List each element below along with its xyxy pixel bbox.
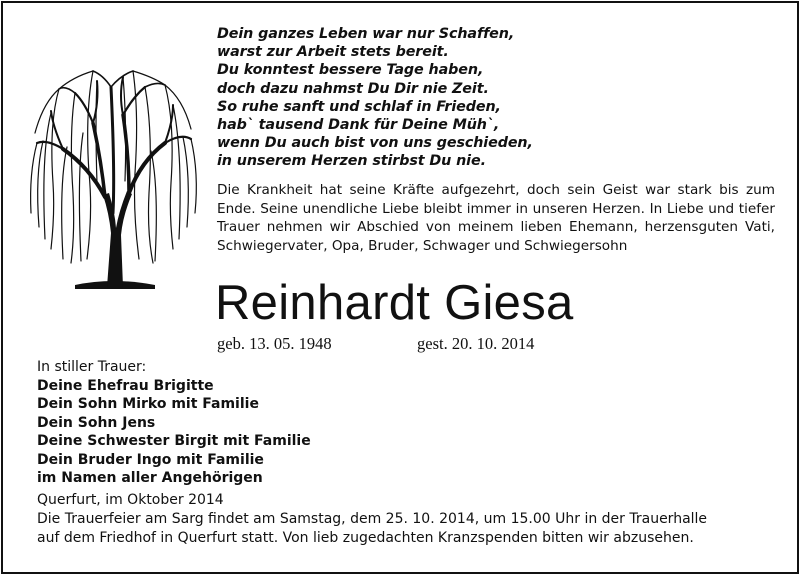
weeping-willow-tree-icon bbox=[23, 63, 203, 293]
intro-text: Die Krankheit hat seine Kräfte aufgezehrt, doch sein Geist war stark bis zum Ende. Seine unendliche Liebe bleibt immer in unseren Herzen. In Liebe und tiefer Trauer nehmen wir Abschied von meinem lieben Ehemann, herzensguten Vati, Schwiegervater, Opa, Bruder, Schwager und Schwiegersohn bbox=[217, 182, 775, 254]
poem-line: Dein ganzes Leben war nur Schaffen, bbox=[217, 26, 515, 42]
life-dates bbox=[217, 334, 534, 354]
mourner-entry: Dein Sohn Jens bbox=[37, 414, 156, 431]
mourner-entry: im Namen aller Angehörigen bbox=[37, 470, 263, 486]
mourners-heading: In stiller Trauer: bbox=[37, 359, 147, 375]
poem-line: doch dazu nahmst Du Dir nie Zeit. bbox=[217, 80, 489, 97]
funeral-notice-line: auf dem Friedhof in Querfurt statt. Von lieb zugedachten Kranzspenden bitten wir abzusehen. bbox=[37, 530, 694, 546]
deceased-name: Reinhardt Giesa bbox=[215, 276, 574, 330]
death-date: gest. 20. 10. 2014 bbox=[417, 334, 535, 353]
mourner-entry: Dein Sohn Mirko mit Familie bbox=[37, 396, 259, 412]
mourner-entry: Deine Ehefrau Brigitte bbox=[37, 377, 214, 394]
birth-date: geb. 13. 05. 1948 bbox=[217, 334, 332, 353]
funeral-notice-line: Die Trauerfeier am Sarg findet am Samstag, dem 25. 10. 2014, um 15.00 Uhr in der Trauerhalle bbox=[37, 511, 708, 527]
funeral-notice bbox=[37, 510, 777, 548]
poem-line: So ruhe sanft und schlaf in Frieden, bbox=[217, 98, 501, 115]
poem-line: in unserem Herzen stirbst Du nie. bbox=[217, 153, 486, 170]
poem-line: Du konntest bessere Tage haben, bbox=[217, 62, 484, 79]
poem-line: hab` tausend Dank für Deine Müh`, bbox=[217, 117, 500, 134]
place-and-date: Querfurt, im Oktober 2014 bbox=[37, 492, 224, 508]
poem-line: warst zur Arbeit stets bereit. bbox=[217, 44, 449, 61]
mourner-entry: Dein Bruder Ingo mit Familie bbox=[37, 451, 264, 468]
poem bbox=[217, 25, 533, 171]
mourner-entry: Deine Schwester Birgit mit Familie bbox=[37, 433, 311, 449]
mourners-list bbox=[37, 358, 311, 488]
obituary-card bbox=[1, 1, 799, 574]
poem-line: wenn Du auch bist von uns geschieden, bbox=[217, 135, 533, 152]
